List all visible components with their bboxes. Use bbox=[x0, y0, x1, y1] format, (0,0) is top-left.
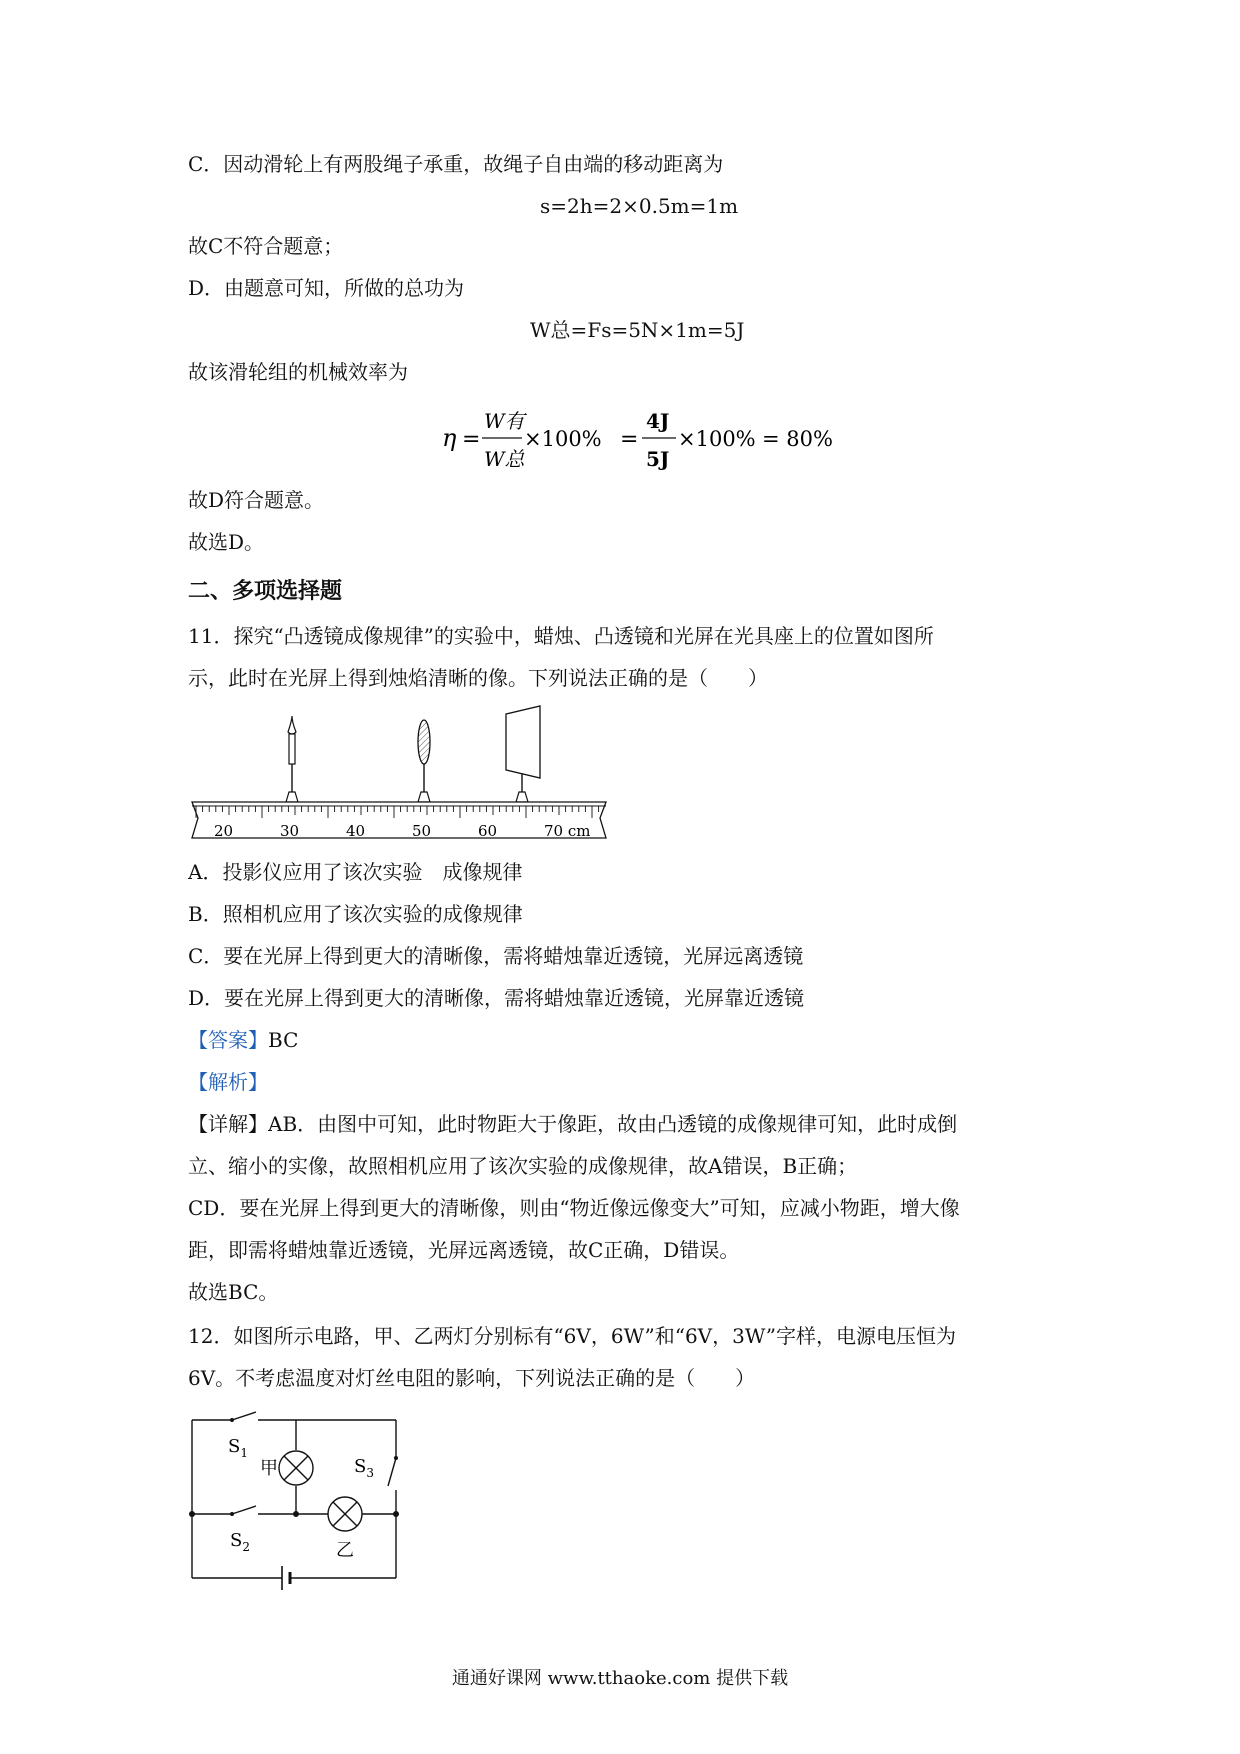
q12-stem-line2: 6V。不考虑温度对灯丝电阻的影响，下列说法正确的是（ ） bbox=[188, 1366, 756, 1390]
eta-symbol: η bbox=[442, 424, 457, 452]
s3-label: $S_3$ bbox=[354, 1456, 374, 1480]
q11-detail-line2: 立、缩小的实像，故照相机应用了该次实验的成像规律，故A错误，B正确； bbox=[188, 1154, 858, 1178]
circuit-diagram bbox=[188, 1410, 408, 1592]
q12-stem-line1: 12．如图所示电路，甲、乙两灯分别标有“6V，6W”和“6V，3W”字样，电源电压恒为 bbox=[188, 1324, 956, 1348]
ruler-label: 30 bbox=[280, 822, 300, 840]
lamp-jia-label: 甲 bbox=[260, 1458, 278, 1479]
option-d-conclusion: 故D符合题意。 bbox=[188, 488, 325, 512]
total-work-denominator: W总 bbox=[484, 447, 525, 471]
switch-s2 bbox=[232, 1506, 256, 1514]
battery-icon bbox=[282, 1566, 290, 1590]
distance-formula: s=2h=2×0.5m=1m bbox=[540, 194, 739, 218]
q11-choose: 故选BC。 bbox=[188, 1280, 279, 1304]
candle-icon bbox=[286, 716, 298, 802]
ruler-label: 20 bbox=[214, 822, 234, 840]
s2-label: $S_2$ bbox=[230, 1530, 250, 1554]
switch-s3 bbox=[388, 1458, 396, 1486]
q11-analysis bbox=[188, 1068, 268, 1096]
q11-option-c: C．要在光屏上得到更大的清晰像，需将蜡烛靠近透镜，光屏远离透镜 bbox=[188, 944, 804, 968]
light-screen-icon bbox=[506, 706, 540, 802]
times-100-percent: ×100% bbox=[678, 427, 756, 451]
answer-tag: 【答案】 bbox=[188, 1028, 268, 1052]
q11-detail-line4: 距，即需将蜡烛靠近透镜，光屏远离透镜，故C正确，D错误。 bbox=[188, 1238, 740, 1262]
equals-sign: = bbox=[462, 427, 481, 452]
option-d-explanation: D．由题意可知，所做的总功为 bbox=[188, 276, 465, 300]
convex-lens-icon bbox=[418, 720, 430, 802]
q11-detail-line1 bbox=[188, 1110, 957, 1138]
q11-stem-line2: 示，此时在光屏上得到烛焰清晰的像。下列说法正确的是（ ） bbox=[188, 666, 768, 690]
q11-detail-line3: CD．要在光屏上得到更大的清晰像，则由“物近像远像变大”可知，应减小物距，增大像 bbox=[188, 1196, 960, 1220]
denominator-value: 5J bbox=[646, 447, 670, 471]
useful-work-numerator: W有 bbox=[484, 409, 525, 433]
ruler-label: 70 cm bbox=[544, 822, 591, 840]
page-footer: 通通好课网 www.tthaoke.com 提供下载 bbox=[451, 1668, 789, 1689]
total-work-formula: W总=Fs=5N×1m=5J bbox=[530, 318, 745, 342]
q11-stem-line1: 11．探究“凸透镜成像规律”的实验中，蜡烛、凸透镜和光屏在光具座上的位置如图所 bbox=[188, 624, 934, 648]
equals-sign: = bbox=[620, 427, 639, 452]
optical-bench-figure bbox=[188, 706, 618, 844]
q11-option-d: D．要在光屏上得到更大的清晰像，需将蜡烛靠近透镜，光屏靠近透镜 bbox=[188, 986, 805, 1010]
detail-text: AB．由图中可知，此时物距大于像距，故由凸透镜的成像规律可知，此时成倒 bbox=[268, 1112, 958, 1136]
efficiency-formula bbox=[440, 400, 833, 478]
lamp-yi-icon bbox=[328, 1497, 362, 1531]
lamp-jia-icon bbox=[279, 1451, 313, 1485]
analysis-tag: 【解析】 bbox=[188, 1070, 268, 1094]
numerator-value: 4J bbox=[646, 409, 670, 433]
switch-s1 bbox=[232, 1412, 256, 1420]
ruler-label: 40 bbox=[346, 822, 366, 840]
ruler-label: 50 bbox=[412, 822, 432, 840]
q11-option-b: B．照相机应用了该次实验的成像规律 bbox=[188, 902, 523, 926]
option-c-conclusion: 故C不符合题意； bbox=[188, 234, 344, 258]
times-100-percent: ×100% bbox=[524, 427, 602, 451]
efficiency-intro: 故该滑轮组的机械效率为 bbox=[188, 360, 408, 384]
s1-label: $S_1$ bbox=[228, 1436, 248, 1460]
answer-value: BC bbox=[268, 1028, 299, 1052]
section-title: 二、多项选择题 bbox=[188, 578, 343, 604]
ruler-label: 60 bbox=[478, 822, 498, 840]
option-c-explanation: C．因动滑轮上有两股绳子承重，故绳子自由端的移动距离为 bbox=[188, 152, 724, 176]
q11-answer bbox=[188, 1026, 298, 1054]
detail-tag: 【详解】 bbox=[188, 1112, 268, 1136]
choose-d: 故选D。 bbox=[188, 530, 265, 554]
lamp-yi-label: 乙 bbox=[336, 1540, 354, 1561]
q11-option-a: A．投影仪应用了该次实验 成像规律 bbox=[188, 860, 523, 884]
efficiency-result: = 80% bbox=[762, 427, 833, 451]
